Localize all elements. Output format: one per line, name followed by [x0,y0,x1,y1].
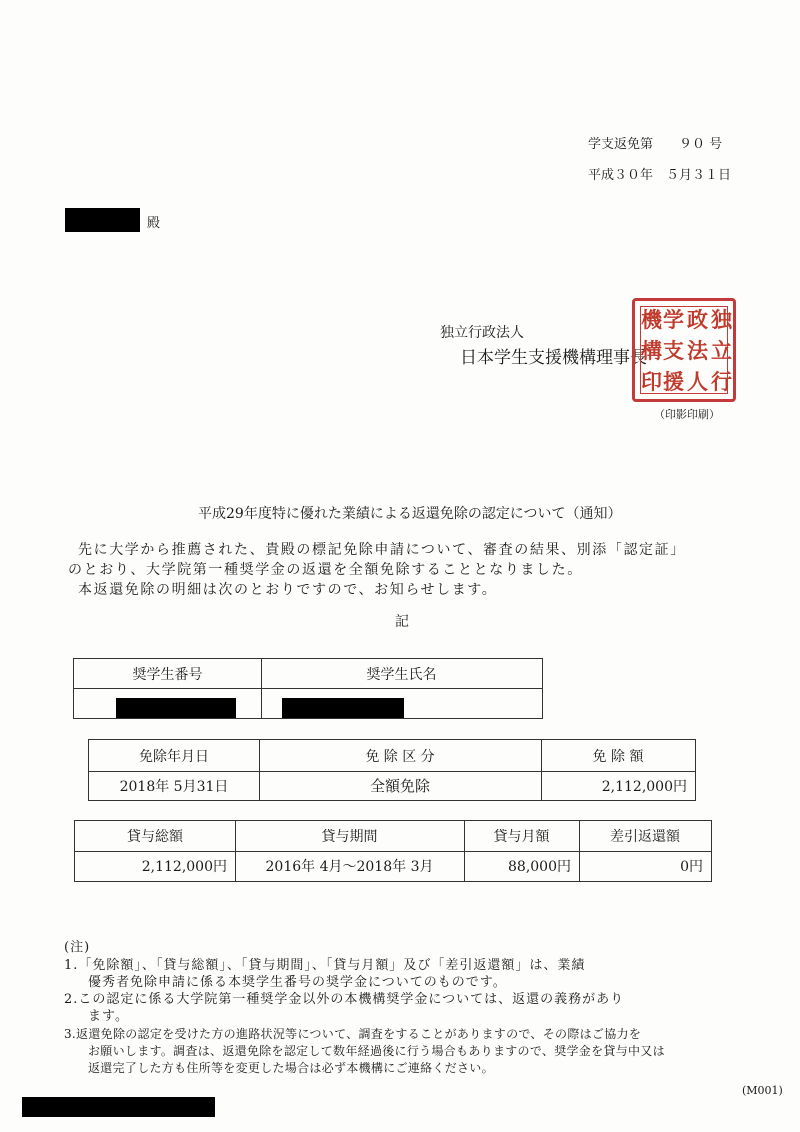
note-1-line-1: 1.「免除額」、「貸与総額」、「貸与期間」、「貸与月額」及び「差引返還額」は、業績 [64,958,586,973]
loan-total-value: 2,112,000円 [141,859,227,875]
header-scholar-name: 奨学生氏名 [366,666,437,683]
exemption-amount-value: 2,112,000円 [601,778,687,795]
issuer-org-type: 独立行政法人 [440,325,524,341]
official-seal: 独 立 行 政 法 人 学 支 援 機 構 印 [632,298,736,402]
header-exemption-amount: 免 除 額 [592,748,644,765]
redacted-footer-id [22,1097,215,1117]
net-repayment-value: 0円 [680,859,703,875]
ki-heading: 記 [395,614,409,630]
note-1-line-2: 優秀者免除申請に係る本奨学生番号の奨学金についてのものです。 [88,975,507,990]
redacted-addressee-name [65,208,140,232]
seal-note: （印影印刷） [654,408,720,421]
document-number: 学支返免第 ９０ 号 [588,137,723,152]
loan-table [74,820,712,882]
addressee-honorific: 殿 [147,216,161,231]
redacted-scholar-name [282,698,404,718]
header-exemption-type: 免 除 区 分 [365,748,435,765]
body-line-3: 本返還免除の明細は次のとおりですので、お知らせします。 [78,582,498,598]
note-2-line-2: ます。 [88,1009,129,1024]
note-3-line-1: 3.返還免除の認定を受けた方の進路状況等について、調査をすることがありますので、その際はご協力を [64,1027,642,1041]
body-line-2: のとおり、大学院第一種奨学金の返還を全額免除することとなりました。 [68,562,583,578]
scholar-info-table [73,658,543,719]
exemption-date-value: 2018年 5月31日 [119,778,229,795]
issuer-name: 日本学生支援機構理事長 [460,348,647,368]
note-3-line-2: お願いします。調査は、返還免除を認定して数年経過後に行う場合もありますので、奨学金を貸与中又は [88,1044,665,1058]
header-scholar-number: 奨学生番号 [132,666,203,683]
body-line-1: 先に大学から推薦された、貴殿の標記免除申請について、審査の結果、別添「認定証」 [78,542,686,558]
header-exemption-date: 免除年月日 [139,748,209,765]
header-loan-total: 貸与総額 [127,829,183,845]
form-code: (M001) [742,1084,783,1097]
exemption-table [88,739,696,801]
notice-subject: 平成29年度特に優れた業績による返還免除の認定について（通知） [198,506,622,522]
redacted-scholar-number [116,698,236,718]
header-net-repayment: 差引返還額 [610,829,680,845]
note-3-line-3: 返還完了した方も住所等を変更した場合は必ず本機構にご連絡ください。 [88,1061,494,1075]
issue-date: 平成３０年 ５月３１日 [588,168,732,183]
header-loan-monthly: 貸与月額 [493,829,550,845]
header-loan-period: 貸与期間 [321,829,378,845]
loan-monthly-value: 88,000円 [508,859,571,875]
notes-title: (注) [64,940,91,955]
exemption-type-value: 全額免除 [369,777,430,795]
loan-period-value: 2016年 4月～2018年 3月 [265,859,434,875]
note-2-line-1: 2.この認定に係る大学院第一種奨学金以外の本機構奨学金については、返還の義務があり [64,992,625,1007]
